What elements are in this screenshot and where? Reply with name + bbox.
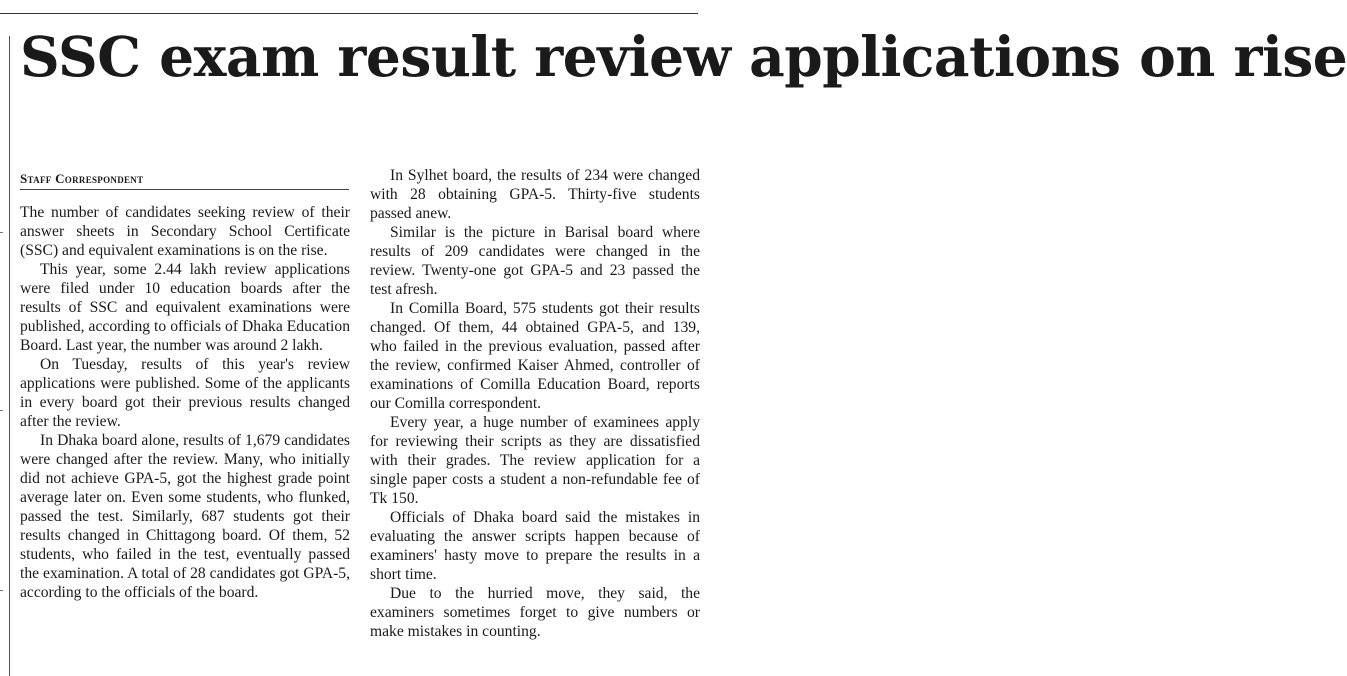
margin-tick: [0, 590, 3, 591]
article-column-2: [370, 166, 700, 641]
left-column-rule: [9, 36, 10, 676]
margin-tick: [0, 232, 3, 233]
byline-rule: [20, 189, 349, 190]
paragraph: Officials of Dhaka board said the mistakes in evaluating the answer scripts happen because of examiners' hasty move to prepare the results in a short time.: [370, 509, 700, 583]
paragraph: Due to the hurried move, they said, the examiners sometimes forget to give numbers or make mistakes in counting.: [370, 585, 700, 640]
article-column-1: [20, 203, 350, 602]
byline: Staff Correspondent: [20, 171, 144, 186]
headline: SSC exam result review applications on rise: [20, 24, 1347, 89]
paragraph: This year, some 2.44 lakh review applications were filed under 10 education boards after the results of SSC and equivalent examinations were published, according to officials of Dhaka Education Board. Last year, the number was around 2 lakh.: [20, 261, 350, 354]
top-rule: [0, 13, 698, 14]
paragraph: In Dhaka board alone, results of 1,679 candidates were changed after the review. Many, who initially did not achieve GPA-5, got the highest grade point average later on. Even some students, who flunked, passed the test. Similarly, 687 students got their results changed in Chittagong board. Of them, 52 students, who failed in the test, eventually passed the examination. A total of 28 candidates got GPA-5, according to the officials of the board.: [20, 432, 350, 601]
paragraph: In Comilla Board, 575 students got their results changed. Of them, 44 obtained GPA-5, and 139, who failed in the previous evaluation, passed after the review, confirmed Kaiser Ahmed, controller of examinations of Comilla Education Board, reports our Comilla correspondent.: [370, 300, 700, 412]
margin-tick: [0, 410, 3, 411]
paragraph: Similar is the picture in Barisal board where results of 209 candidates were changed in the review. Twenty-one got GPA-5 and 23 passed the test afresh.: [370, 224, 700, 298]
paragraph: Every year, a huge number of examinees apply for reviewing their scripts as they are dissatisfied with their grades. The review application for a single paper costs a student a non-refundable fee of Tk 150.: [370, 414, 700, 507]
paragraph: On Tuesday, results of this year's review applications were published. Some of the applicants in every board got their previous results changed after the review.: [20, 356, 350, 430]
paragraph: The number of candidates seeking review of their answer sheets in Secondary School Certificate (SSC) and equivalent examinations is on the rise.: [20, 204, 350, 259]
paragraph: In Sylhet board, the results of 234 were changed with 28 obtaining GPA-5. Thirty-five students passed anew.: [370, 167, 700, 222]
